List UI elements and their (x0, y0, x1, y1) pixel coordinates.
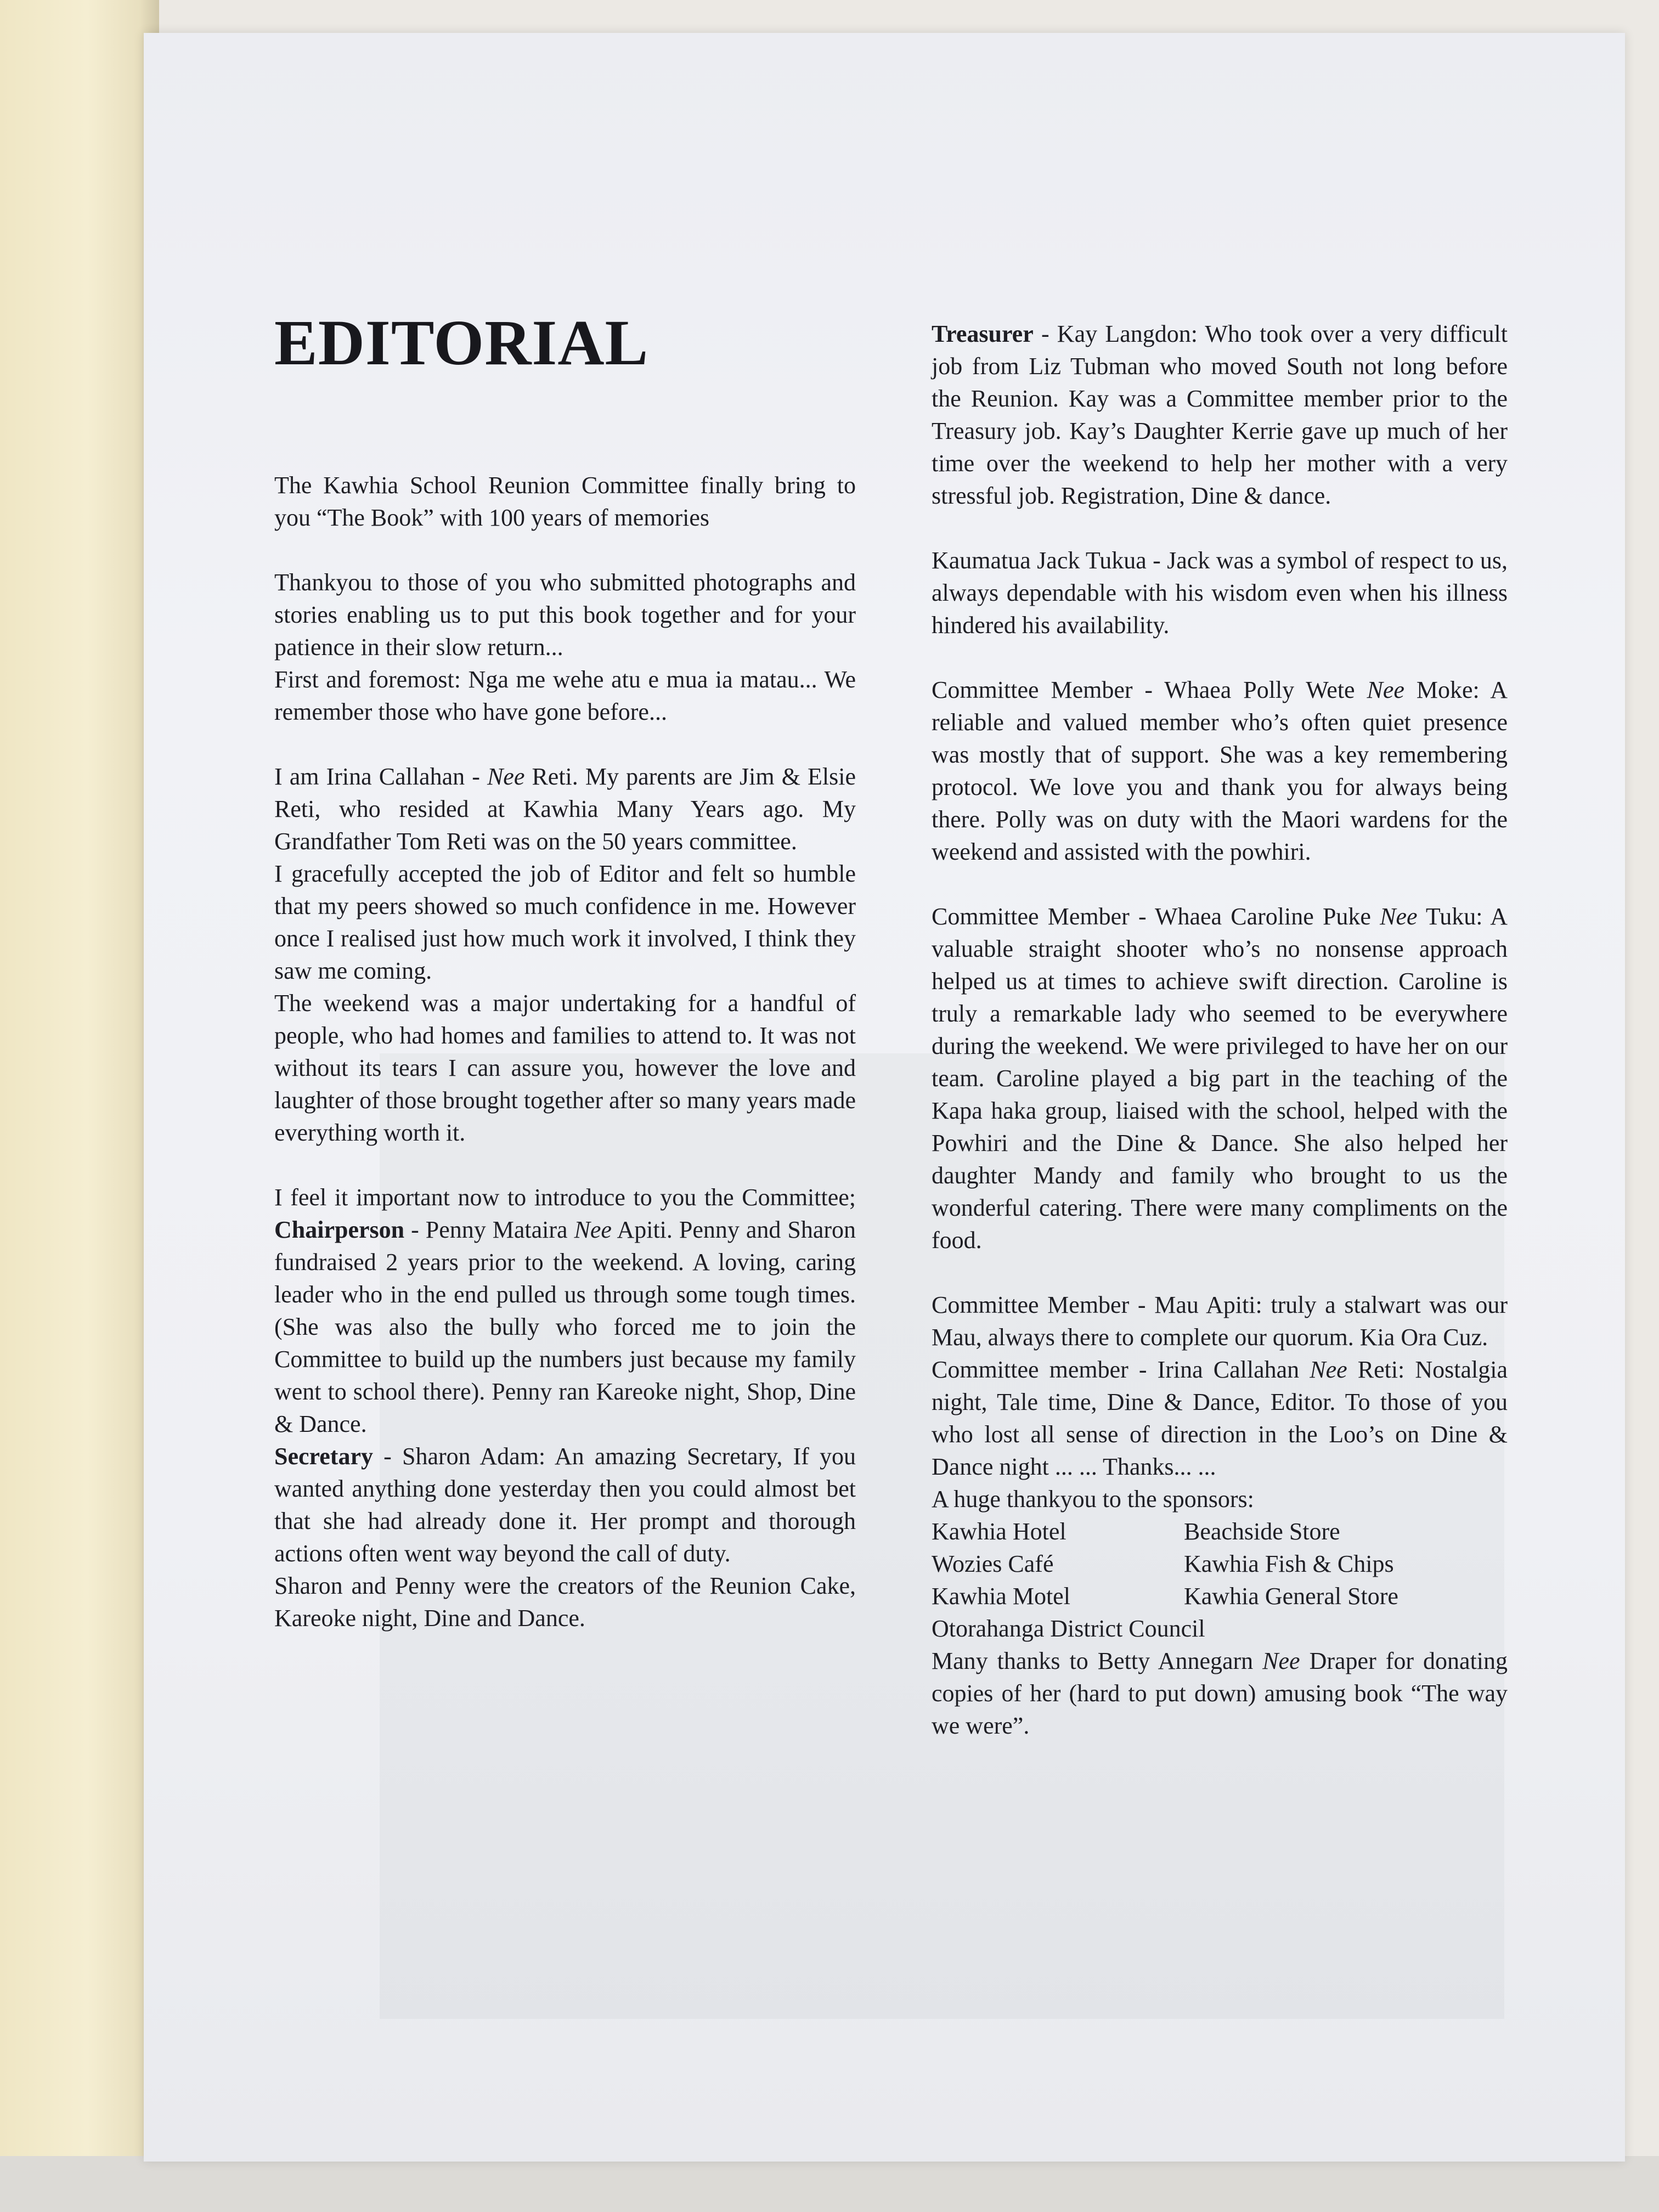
sponsor-item: Beachside Store (1184, 1518, 1340, 1545)
secretary-label: Secretary (274, 1443, 373, 1470)
paragraph-sponsors-intro: A huge thankyou to the sponsors: (932, 1486, 1254, 1513)
text-run: Many thanks to Betty Annegarn (932, 1647, 1263, 1674)
sponsor-item: Wozies Café (932, 1550, 1054, 1577)
text-run: Committee Member - Whaea Caroline Puke (932, 903, 1380, 930)
paragraph-irina-member (932, 1353, 1508, 1483)
text-run: - Kay Langdon: Who took over a very difficult job from Liz Tubman who moved South not long before the Reunion. Kay was a Committee member prior to the Treasury job. Kay’s Daughter Kerrie gave up much of her time over the weekend to help her mother with a very stressful job. Registration, Dine & dance. (932, 320, 1508, 509)
nee-italic: Nee (574, 1216, 612, 1243)
paragraph-editor-intro (274, 760, 856, 857)
text-run: - Penny Mataira (404, 1216, 574, 1243)
book-binding (0, 0, 159, 2212)
paragraph-intro: The Kawhia School Reunion Committee finally bring to you “The Book” with 100 years of memories (274, 472, 856, 531)
table-surface (0, 2156, 1659, 2212)
right-column (932, 318, 1508, 1742)
text-run: Committee Member - Whaea Polly Wete (932, 676, 1367, 703)
text-run: Committee member - Irina Callahan (932, 1356, 1310, 1383)
paragraph-betty (932, 1645, 1508, 1742)
nee-italic: Nee (487, 763, 525, 790)
paragraph-secretary (274, 1440, 856, 1570)
page-title: EDITORIAL (274, 307, 649, 379)
text-run: Tuku: A valuable straight shooter who’s no nonsense approach helped us at times to achieve swift direction. Caroline is truly a remarkable lady who seemed to be everywhere during the weekend. We were privileged to have her on our team. Caroline played a big part in the teaching of the Kapa haka group, liaised with the school, helped with the Powhiri and the Dine & Dance. She also helped her daughter Mandy and family who brought to us the wonderful catering. There were many compliments on the food. (932, 903, 1508, 1254)
paragraph-chairperson (274, 1181, 856, 1440)
sponsor-item: Kawhia General Store (1184, 1583, 1398, 1610)
text-run: Reti. My parents are Jim & Elsie Reti, who resided at Kawhia Many Years ago. My Grandfather Tom Reti was on the 50 years committee. (274, 763, 856, 855)
nee-italic: Nee (1262, 1647, 1300, 1674)
paragraph-thanks: Thankyou to those of you who submitted photographs and stories enabling us to put this book together and for your patience in their slow return... (274, 569, 856, 661)
sponsor-item: Kawhia Hotel (932, 1518, 1066, 1545)
sponsor-item: Kawhia Fish & Chips (1184, 1550, 1394, 1577)
paragraph-treasurer (932, 318, 1508, 512)
text-run: I feel it important now to introduce to you the Committee; (274, 1184, 856, 1211)
text-run: Reti: Nostalgia night, Tale time, Dine & Dance, Editor. To those of you who lost all sense of direction in the Loo’s on Dine & Dance night ... ... Thanks... ... (932, 1356, 1508, 1480)
text-run: I am Irina Callahan - (274, 763, 487, 790)
paragraph-polly (932, 674, 1508, 868)
text-run: Moke: A reliable and valued member who’s often quiet presence was mostly that of support. She was a key remembering protocol. We love you and thank you for always being there. Polly was on duty with the Maori wardens for the weekend and assisted with the powhiri. (932, 676, 1508, 865)
treasurer-label: Treasurer (932, 320, 1034, 347)
nee-italic: Nee (1380, 903, 1418, 930)
paragraph-creators: Sharon and Penny were the creators of the Reunion Cake, Kareoke night, Dine and Dance. (274, 1572, 856, 1632)
text-run: - Sharon Adam: An amazing Secretary, If you wanted anything done yesterday then you could almost bet that she had already done it. Her prompt and thorough actions often went way beyond the call of duty. (274, 1443, 856, 1567)
chairperson-label: Chairperson (274, 1216, 405, 1243)
text-run: Apiti. Penny and Sharon fundraised 2 years prior to the weekend. A loving, caring leader who in the end pulled us through some tough times. (She was also the bully who forced me to join the Committee to build up the numbers just because my family went to school there). Penny ran Kareoke night, Shop, Dine & Dance. (274, 1216, 856, 1437)
paragraph-mau: Committee Member - Mau Apiti: truly a stalwart was our Mau, always there to complete our quorum. Kia Ora Cuz. (932, 1291, 1508, 1351)
nee-italic: Nee (1367, 676, 1404, 703)
left-column (274, 469, 856, 1634)
sponsor-list (932, 1515, 1508, 1645)
paragraph-weekend: The weekend was a major undertaking for a handful of people, who had homes and families to attend to. It was not without its tears I can assure you, however the love and laughter of those brought together after so many years made everything worth it. (274, 990, 856, 1146)
text-run: Draper for donating copies of her (hard to put down) amusing book “The way we were”. (932, 1647, 1508, 1739)
sponsor-item: Kawhia Motel (932, 1583, 1070, 1610)
paragraph-first-foremost: First and foremost: Nga me wehe atu e mua ia matau... We remember those who have gone before... (274, 666, 856, 725)
paragraph-kaumatua: Kaumatua Jack Tukua - Jack was a symbol of respect to us, always dependable with his wisdom even when his illness hindered his availability. (932, 547, 1508, 639)
sponsor-item: Otorahanga District Council (932, 1615, 1205, 1642)
paragraph-editor-job: I gracefully accepted the job of Editor and felt so humble that my peers showed so much confidence in me. However once I realised just how much work it involved, I think they saw me coming. (274, 860, 856, 984)
nee-italic: Nee (1310, 1356, 1347, 1383)
paragraph-caroline (932, 900, 1508, 1256)
